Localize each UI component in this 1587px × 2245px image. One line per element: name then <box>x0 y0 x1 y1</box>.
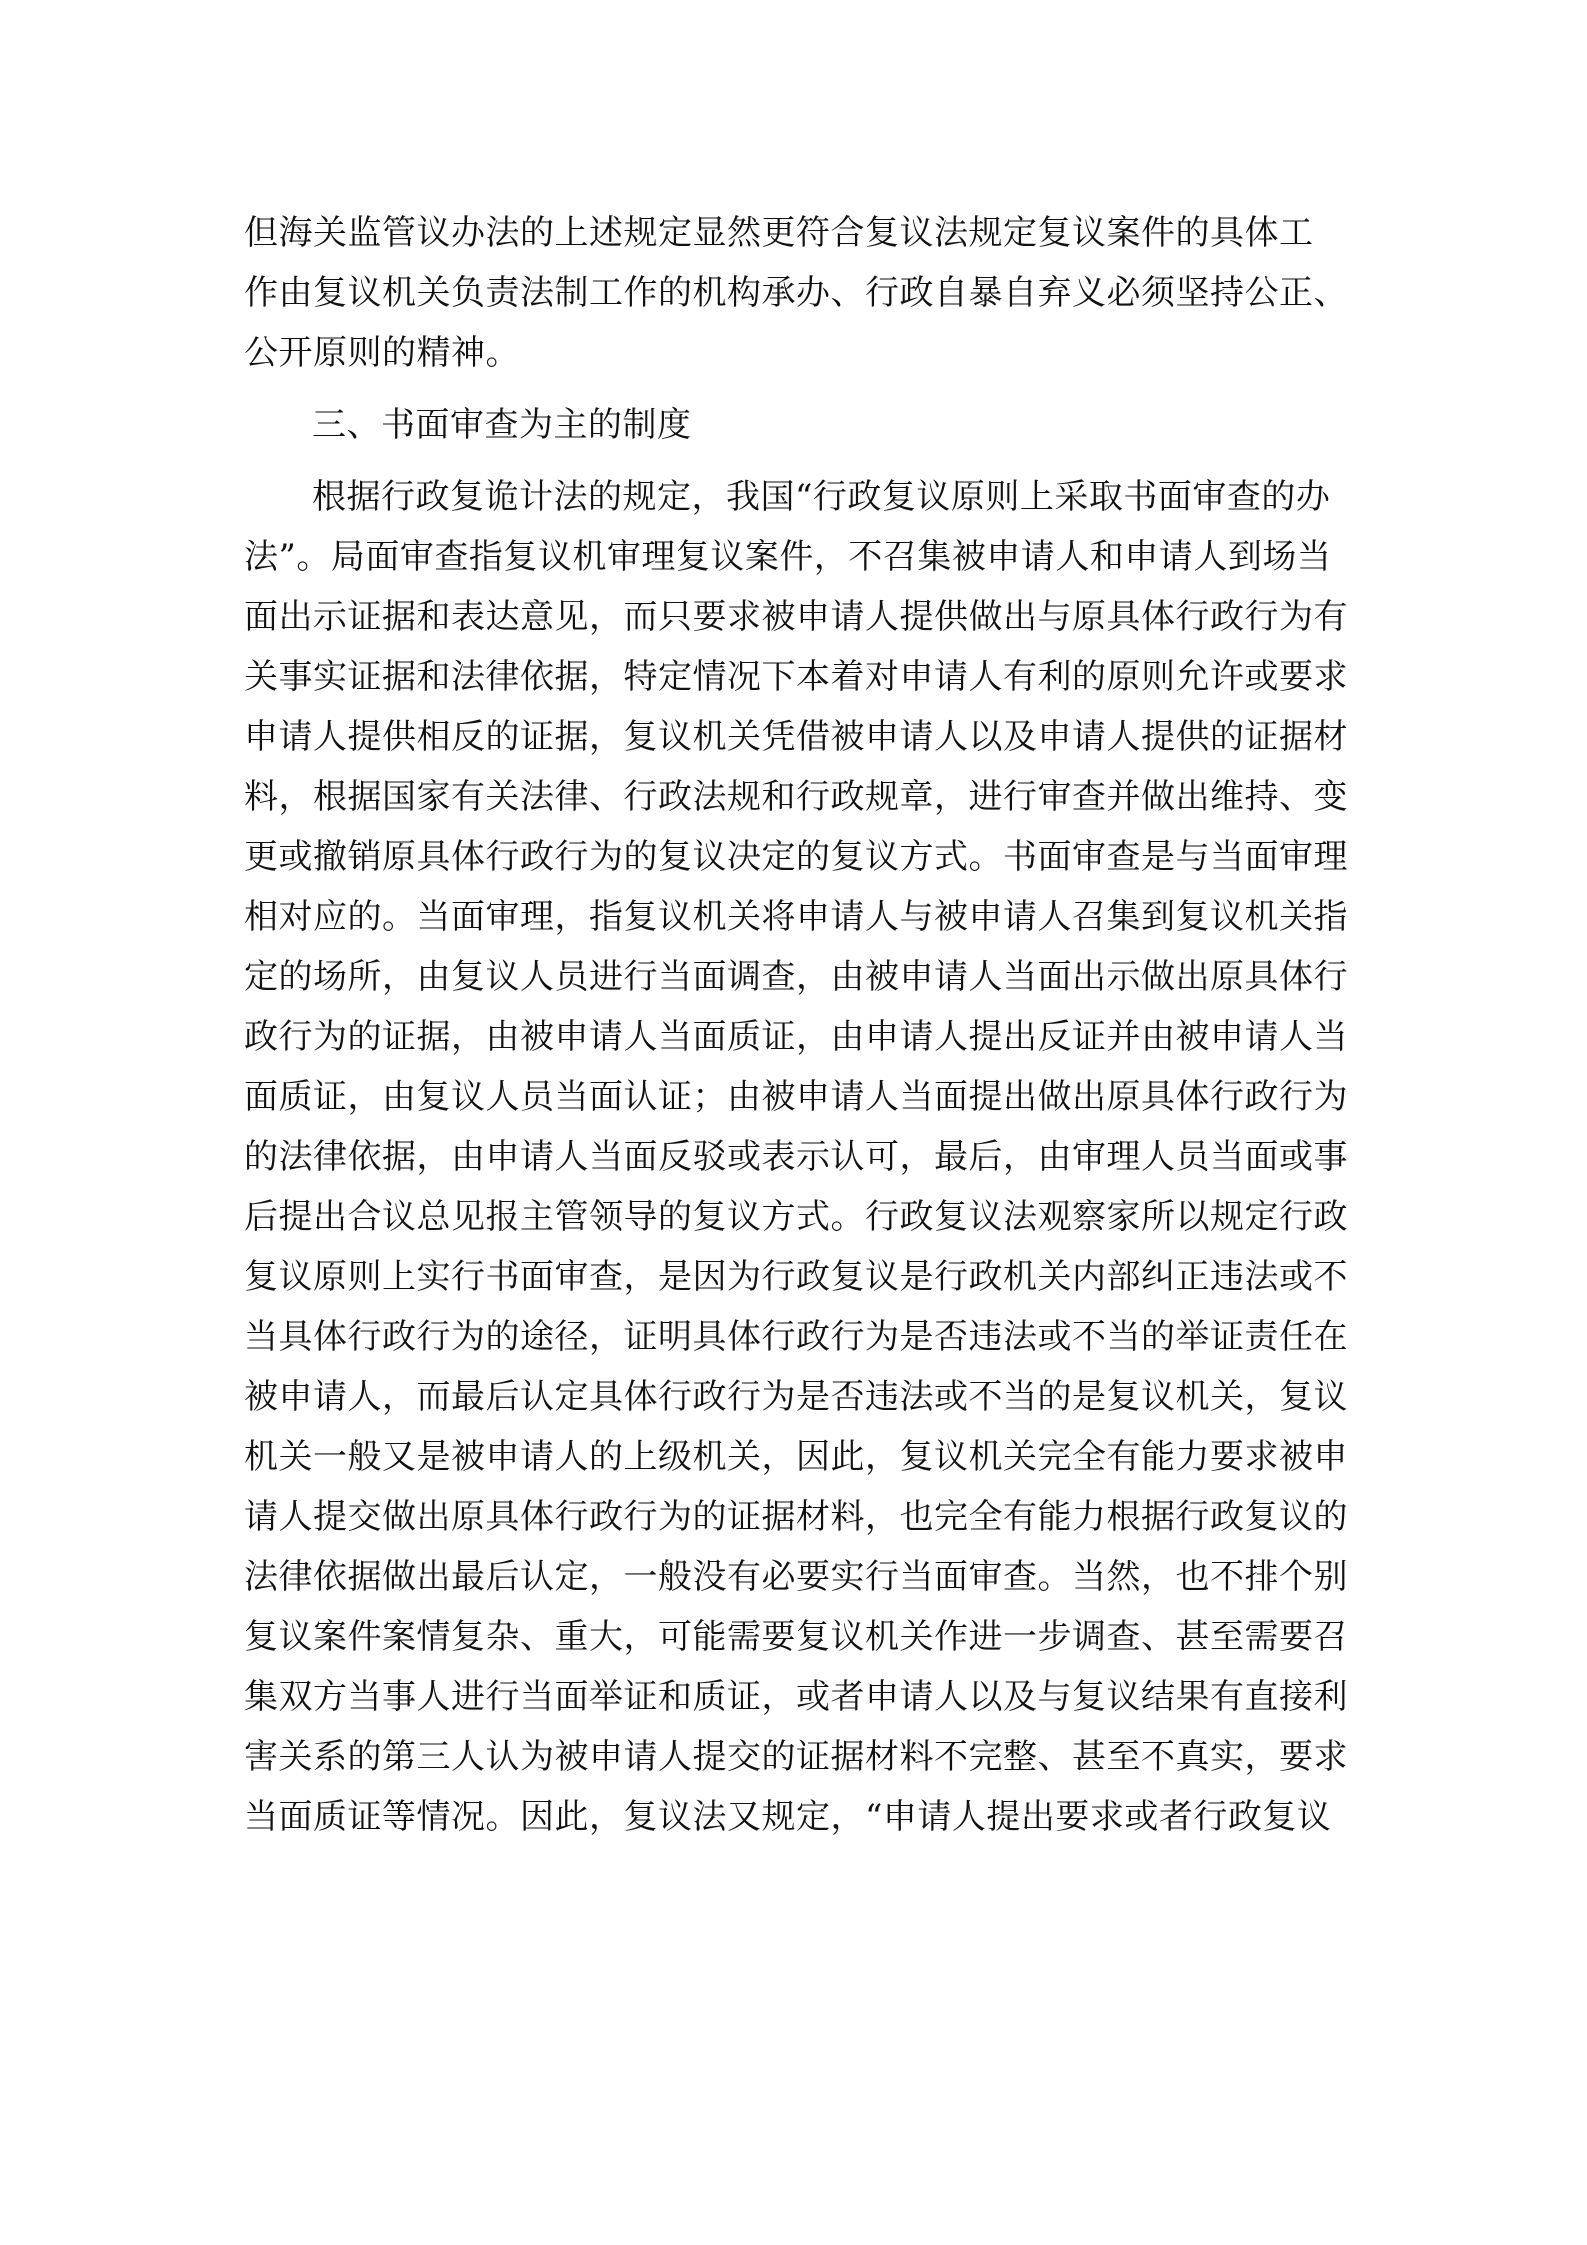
text-line: 申请人提供相反的证据，复议机关凭借被申请人以及申请人提供的证据材 <box>244 717 1348 757</box>
text-line: 公开原则的精神。 <box>244 333 520 373</box>
text-line: 面出示证据和表达意见，而只要求被申请人提供做出与原具体行政行为有 <box>244 597 1348 637</box>
text-line: 复议案件案情复杂、重大，可能需要复议机关作进一步调查、甚至需要召 <box>244 1617 1348 1657</box>
text-line: 后提出合议总见报主管领导的复议方式。行政复议法观察家所以规定行政 <box>244 1197 1348 1237</box>
document-body <box>244 203 1348 1847</box>
text-line: 集双方当事人进行当面举证和质证，或者申请人以及与复议结果有直接利 <box>244 1677 1348 1717</box>
text-line: 政行为的证据，由被申请人当面质证，由申请人提出反证并由被申请人当 <box>244 1017 1348 1057</box>
text-line: 定的场所，由复议人员进行当面调查，由被申请人当面出示做出原具体行 <box>244 957 1348 997</box>
text-line: 请人提交做出原具体行政行为的证据材料，也完全有能力根据行政复议的 <box>244 1497 1348 1537</box>
text-line: 害关系的第三人认为被申请人提交的证据材料不完整、甚至不真实，要求 <box>244 1737 1348 1777</box>
text-line: 机关一般又是被申请人的上级机关，因此，复议机关完全有能力要求被申 <box>244 1437 1348 1477</box>
text-line: 根据行政复诡计法的规定，我国“行政复议原则上采取书面审查的办 <box>312 477 1331 517</box>
paragraph-1 <box>244 203 1348 383</box>
text-line: 更或撤销原具体行政行为的复议决定的复议方式。书面审查是与当面审理 <box>244 837 1348 877</box>
text-line: 当面质证等情况。因此，复议法又规定，“申请人提出要求或者行政复议 <box>244 1797 1332 1837</box>
text-line: 复议原则上实行书面审查，是因为行政复议是行政机关内部纠正违法或不 <box>244 1257 1348 1297</box>
section-heading <box>244 395 1344 455</box>
text-line: 料，根据国家有关法律、行政法规和行政规章，进行审查并做出维持、变 <box>244 777 1348 817</box>
text-line: 相对应的。当面审理，指复议机关将申请人与被申请人召集到复议机关指 <box>244 897 1348 937</box>
paragraph-3 <box>244 467 1348 1847</box>
text-line: 作由复议机关负责法制工作的机构承办、行政自暴自弃义必须坚持公正、 <box>244 273 1348 313</box>
text-line: 当具体行政行为的途径，证明具体行政行为是否违法或不当的举证责任在 <box>244 1317 1348 1357</box>
text-line: 关事实证据和法律依据，特定情况下本着对申请人有利的原则允许或要求 <box>244 657 1348 697</box>
text-line: 法律依据做出最后认定，一般没有必要实行当面审查。当然，也不排个别 <box>244 1557 1348 1597</box>
text-line: 但海关监管议办法的上述规定显然更符合复议法规定复议案件的具体工 <box>244 213 1314 253</box>
text-line: 法”。局面审查指复议机审理复议案件，不召集被申请人和申请人到场当 <box>244 537 1332 577</box>
text-line: 面质证，由复议人员当面认证；由被申请人当面提出做出原具体行政行为 <box>244 1077 1348 1117</box>
heading-line: 三、书面审查为主的制度 <box>312 405 692 445</box>
text-line: 的法律依据，由申请人当面反驳或表示认可，最后，由审理人员当面或事 <box>244 1137 1348 1177</box>
text-line: 被申请人，而最后认定具体行政行为是否违法或不当的是复议机关，复议 <box>244 1377 1348 1417</box>
